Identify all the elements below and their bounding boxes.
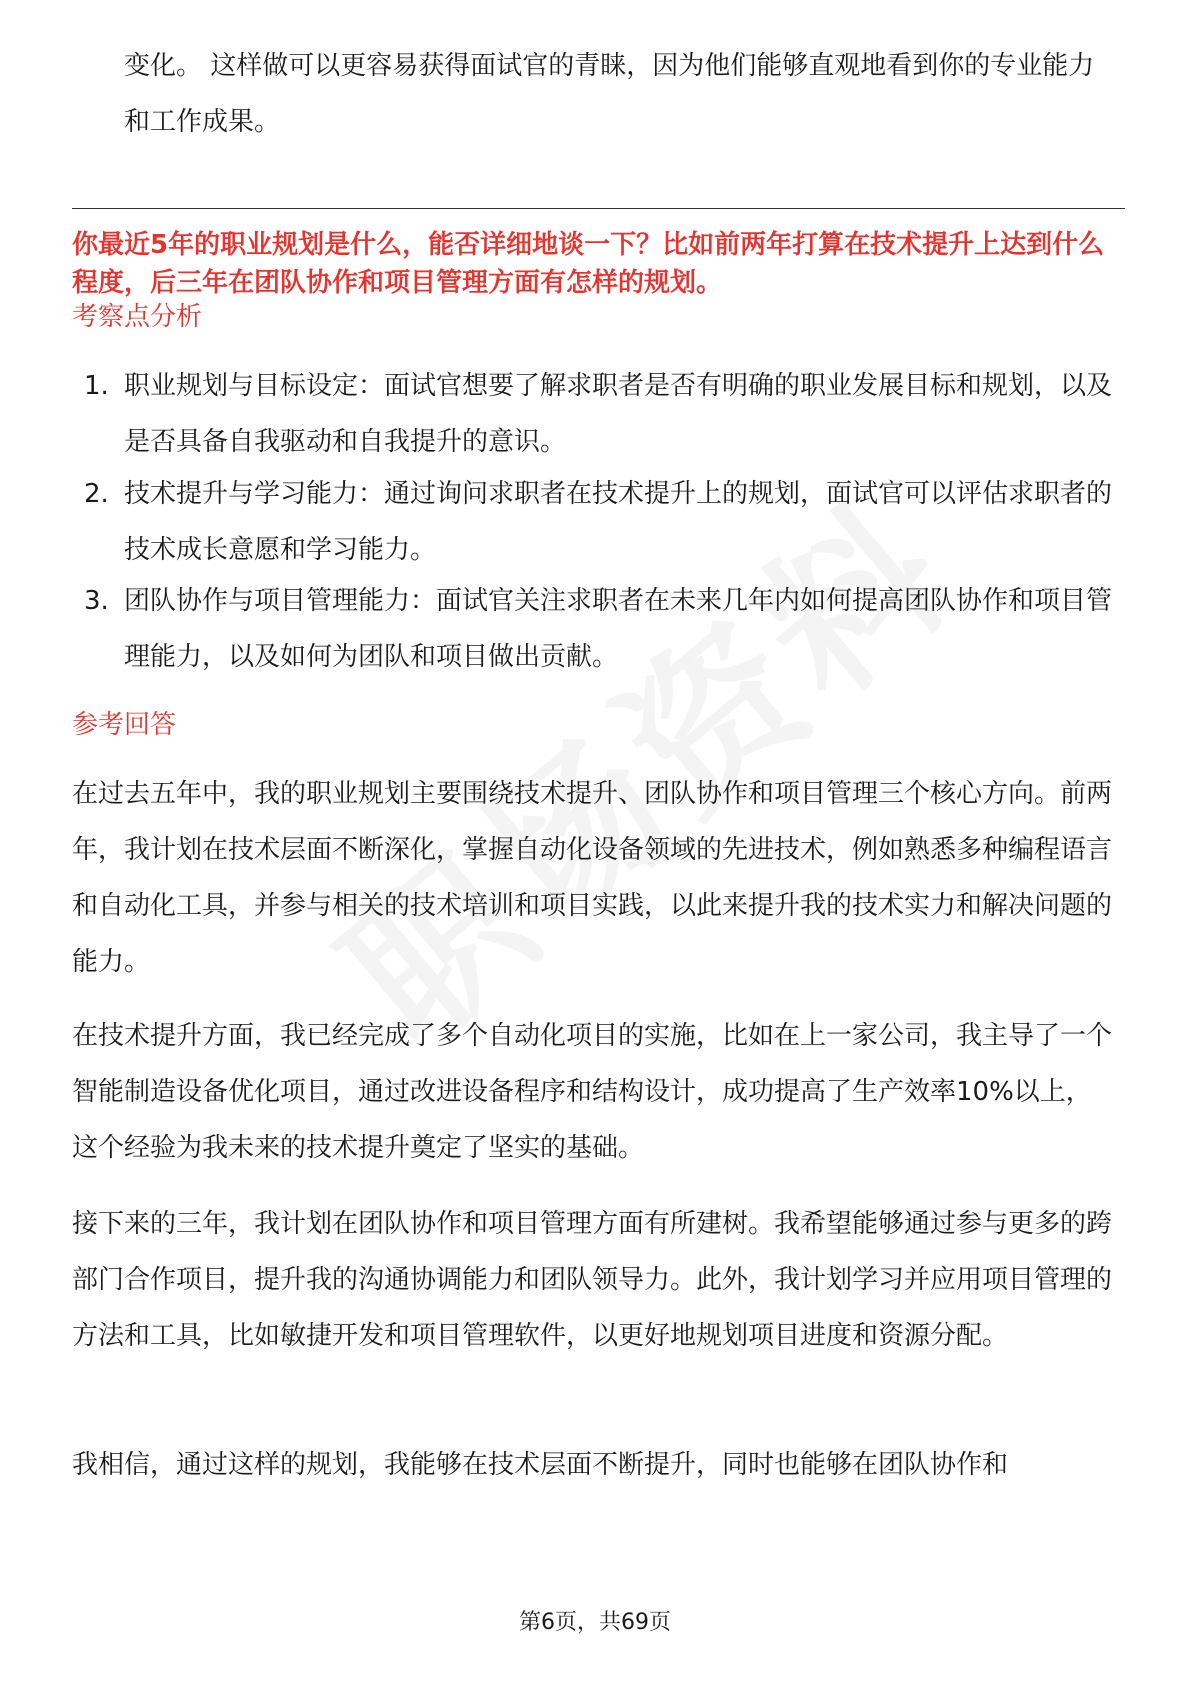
answer-paragraph: 在过去五年中，我的职业规划主要围绕技术提升、团队协作和项目管理三个核心方向。前两年，我计划在技术层面不断深化，掌握自动化设备领域的先进技术，例如熟悉多种编程语言和自动化工具，并参与相关的技术培训和项目实践，以此来提升我的技术实力和解决问题的能力。 xyxy=(72,779,1113,977)
page-number: 第6页，共69页 xyxy=(519,1610,671,1635)
answer-title: 参考回答 xyxy=(72,710,177,740)
analysis-item-text: 技术提升与学习能力：通过询问求职者在技术提升上的规划，面试官可以评估求职者的技术成长意愿和学习能力。 xyxy=(124,479,1113,565)
answer-paragraph: 在技术提升方面，我已经完成了多个自动化项目的实施，比如在上一家公司，我主导了一个智能制造设备优化项目，通过改进设备程序和结构设计，成功提高了生产效率10%以上，这个经验为我未来的技术提升奠定了坚实的基础。 xyxy=(72,1021,1113,1163)
section-divider xyxy=(72,208,1125,209)
answer-paragraph: 接下来的三年，我计划在团队协作和项目管理方面有所建树。我希望能够通过参与更多的跨部门合作项目，提升我的沟通协调能力和团队领导力。此外，我计划学习并应用项目管理的方法和工具，比如敏捷开发和项目管理软件，以更好地规划项目进度和资源分配。 xyxy=(72,1209,1113,1351)
analysis-item-text: 团队协作与项目管理能力：面试官关注求职者在未来几年内如何提高团队协作和项目管理能力，以及如何为团队和项目做出贡献。 xyxy=(124,586,1113,672)
analysis-item-number: 3. xyxy=(84,586,109,616)
answer-paragraph: 我相信，通过这样的规划，我能够在技术层面不断提升，同时也能够在团队协作和 xyxy=(72,1450,1009,1480)
analysis-item-number: 1. xyxy=(84,371,109,401)
interview-question: 你最近5年的职业规划是什么，能否详细地谈一下？比如前两年打算在技术提升上达到什么程度，后三年在团队协作和项目管理方面有怎样的规划。 xyxy=(72,230,1105,298)
continuation-paragraph: 变化。 这样做可以更容易获得面试官的青睐，因为他们能够直观地看到你的专业能力和工作成果。 xyxy=(124,51,1095,137)
analysis-item-text: 职业规划与目标设定：面试官想要了解求职者是否有明确的职业发展目标和规划，以及是否具备自我驱动和自我提升的意识。 xyxy=(124,371,1113,457)
analysis-title: 考察点分析 xyxy=(72,302,203,332)
analysis-item-number: 2. xyxy=(84,479,109,509)
